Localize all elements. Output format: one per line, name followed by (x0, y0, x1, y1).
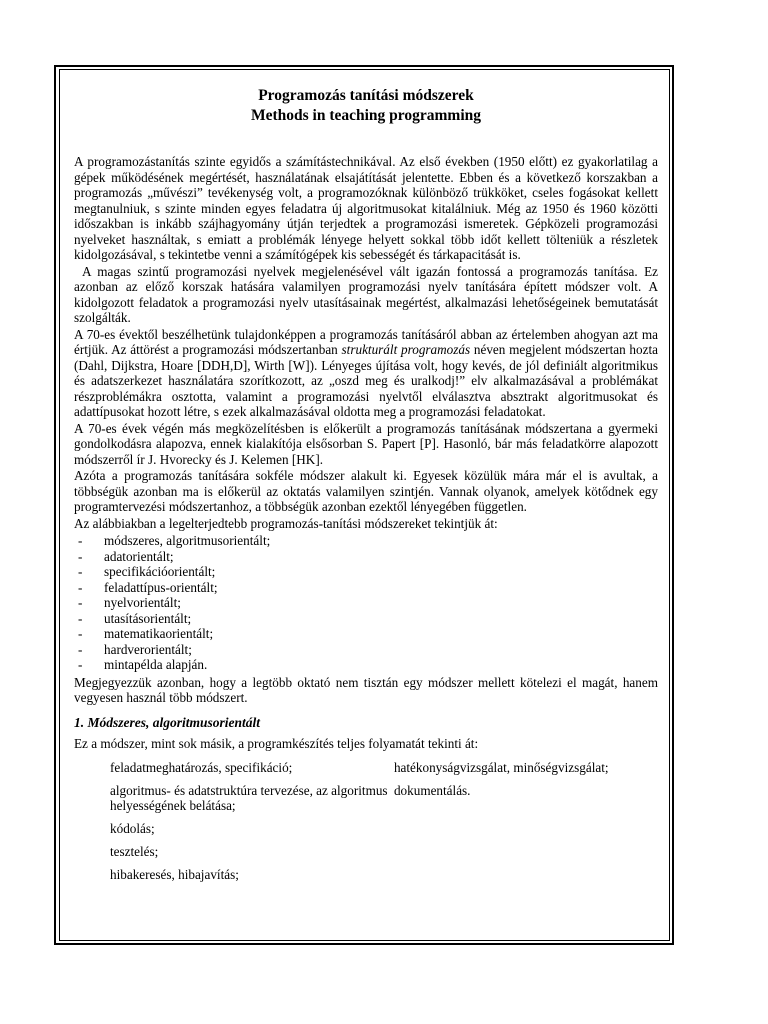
list-dash: - (78, 548, 83, 564)
document-body (74, 86, 658, 890)
paragraph-high-level-languages: A magas szintű programozási nyelvek megjelenésével vált igazán fontossá a programozás tanítása. Ez azonban az előző korszak hatására valamilyen programozási nyelv tanítására épített módszer volt. A kidolgozott feladatok a programozási nyelv utasításainak megértést, alkalmazási lehetőségeinek bemutatását szolgálták. (74, 263, 658, 325)
list-dash: - (78, 626, 83, 641)
section-heading-1: 1. Módszeres, algoritmusorientált (74, 714, 261, 730)
list-item-text: feladattípus-orientált; (104, 579, 218, 595)
list-item (74, 611, 658, 627)
list-item-text: hardverorientált; (104, 641, 192, 657)
process-steps-right-column (394, 760, 658, 890)
list-dash: - (78, 579, 83, 595)
step-item: tesztelés; (110, 843, 159, 859)
title-english: Methods in teaching programming (250, 107, 482, 124)
list-item-text: mintapélda alapján. (104, 657, 208, 672)
step-item: hatékonyságvizsgálat, minőségvizsgálat; (393, 759, 609, 775)
list-item-text: utasításorientált; (104, 610, 192, 626)
list-dash: - (78, 533, 83, 548)
list-item-text: matematikaorientált; (104, 626, 214, 641)
process-steps-left-column (110, 760, 390, 890)
list-dash: - (78, 564, 83, 579)
structured-programming-term: strukturált programozás (341, 342, 471, 357)
process-steps (74, 760, 658, 890)
list-dash: - (78, 641, 83, 657)
list-item (74, 642, 658, 658)
paragraph-list-intro: Az alábbiakban a legelterjedtebb programozás-tanítási módszereket tekintjük át: (74, 515, 498, 531)
list-item (74, 595, 658, 611)
step-item: algoritmus- és adatstruktúra tervezése, az algoritmus helyességének belátása; (110, 782, 388, 813)
step-item: kódolás; (110, 820, 155, 836)
list-dash: - (78, 657, 83, 672)
paragraph-intro: A programozástanítás szinte egyidős a számítástechnikával. Az első években (1950 előtt) ez gyakorlatilag a gépek működésének megértését, használatának elsajátítását jelentette. Ebben és a következő korszakban a programozás „művészi” tevékenység volt, a programozóknak különböző trükköket, cseles fogásokat kellett megtanulniuk, s szinte minden egyes feladatra új algoritmusokat kitalálniuk. Még az 1950 és 1960 közötti időszakban is inkább szájhagyomány útján terjedtek a programozási ismeretek. Gépközeli programozási nyelveket használtak, s emiatt a problémák lényege helyett sokkal több időt kellett tölteniük a részletek kidolgozásával, s tekintetbe venni a számítógépek kis sebességét és tárkapacitását is. (74, 154, 658, 262)
step-item: feladatmeghatározás, specifikáció; (110, 759, 293, 775)
list-item-text: adatorientált; (104, 548, 174, 564)
list-item-text: nyelvorientált; (104, 595, 181, 610)
paragraph-note: Megjegyezzük azonban, hogy a legtöbb oktató nem tisztán egy módszer mellett kötelezi el magát, hanem vegyesen használ több módszert. (74, 674, 658, 705)
paragraph-methods-evolved: Azóta a programozás tanítására sokféle módszer alakult ki. Egyesek közülük mára már el is avultak, a többségük azonban ma is előkerül az oktatás valamilyen szintjén. Vannak olyanok, amelyek kötődnek egy programtervezési módszertanhoz, a többségük azonban ezektől lényegében független. (74, 468, 658, 514)
paragraph-seventies: A 70-es évek végén más megközelítésben is előkerült a programozás tanításának módszertana a gyermeki gondolkodásra alapozva, ennek kialakítója elsősorban S. Papert [P]. Hasonló, bár más feladatkörre alapozott módszerről ír J. Hvorecky és J. Kelemen [HK]. (74, 420, 658, 467)
list-item (74, 626, 658, 642)
list-item (74, 657, 658, 673)
step-item: hibakeresés, hibajavítás; (110, 866, 239, 882)
paragraph-structured-programming (74, 327, 658, 420)
list-item-text: módszeres, algoritmusorientált; (104, 533, 271, 548)
list-dash: - (78, 595, 83, 610)
step-item: dokumentálás. (393, 782, 471, 798)
paragraph-structured-text-b: néven megjelent módszertan hozta (Dahl, Dijkstra, Hoare [DDH,D], Wirth [W]). Lényeges újítása volt, hogy kevés, de jól definiált algoritmikus és adatszerkezet használatára szorítkozott, az „oszd meg és uralkodj!” elv alkalmazásával a problémákat részproblémákra osztotta, valamint a programozási nyelvtől elválasztva absztrakt algoritmusokat és adattípusokat hozott létre, s ezek alkalmazásával oldotta meg a programozási feladatokat. (74, 342, 658, 419)
list-item (74, 580, 658, 596)
method-list (74, 533, 658, 673)
list-item (74, 533, 658, 549)
list-item-text: specifikációorientált; (104, 564, 216, 579)
list-item (74, 564, 658, 580)
paragraph-structured-text-a: A 70-es évektől beszélhetünk tulajdonképpen a programozás tanításáról abban az értelemben ahogyan azt ma értjük. Az áttörést a programozási módszertanban (74, 326, 658, 357)
paragraph-process-intro: Ez a módszer, mint sok másik, a programkészítés teljes folyamatát tekinti át: (74, 736, 479, 751)
list-dash: - (78, 610, 83, 626)
list-item (74, 549, 658, 565)
title-hungarian: Programozás tanítási módszerek (258, 87, 474, 104)
